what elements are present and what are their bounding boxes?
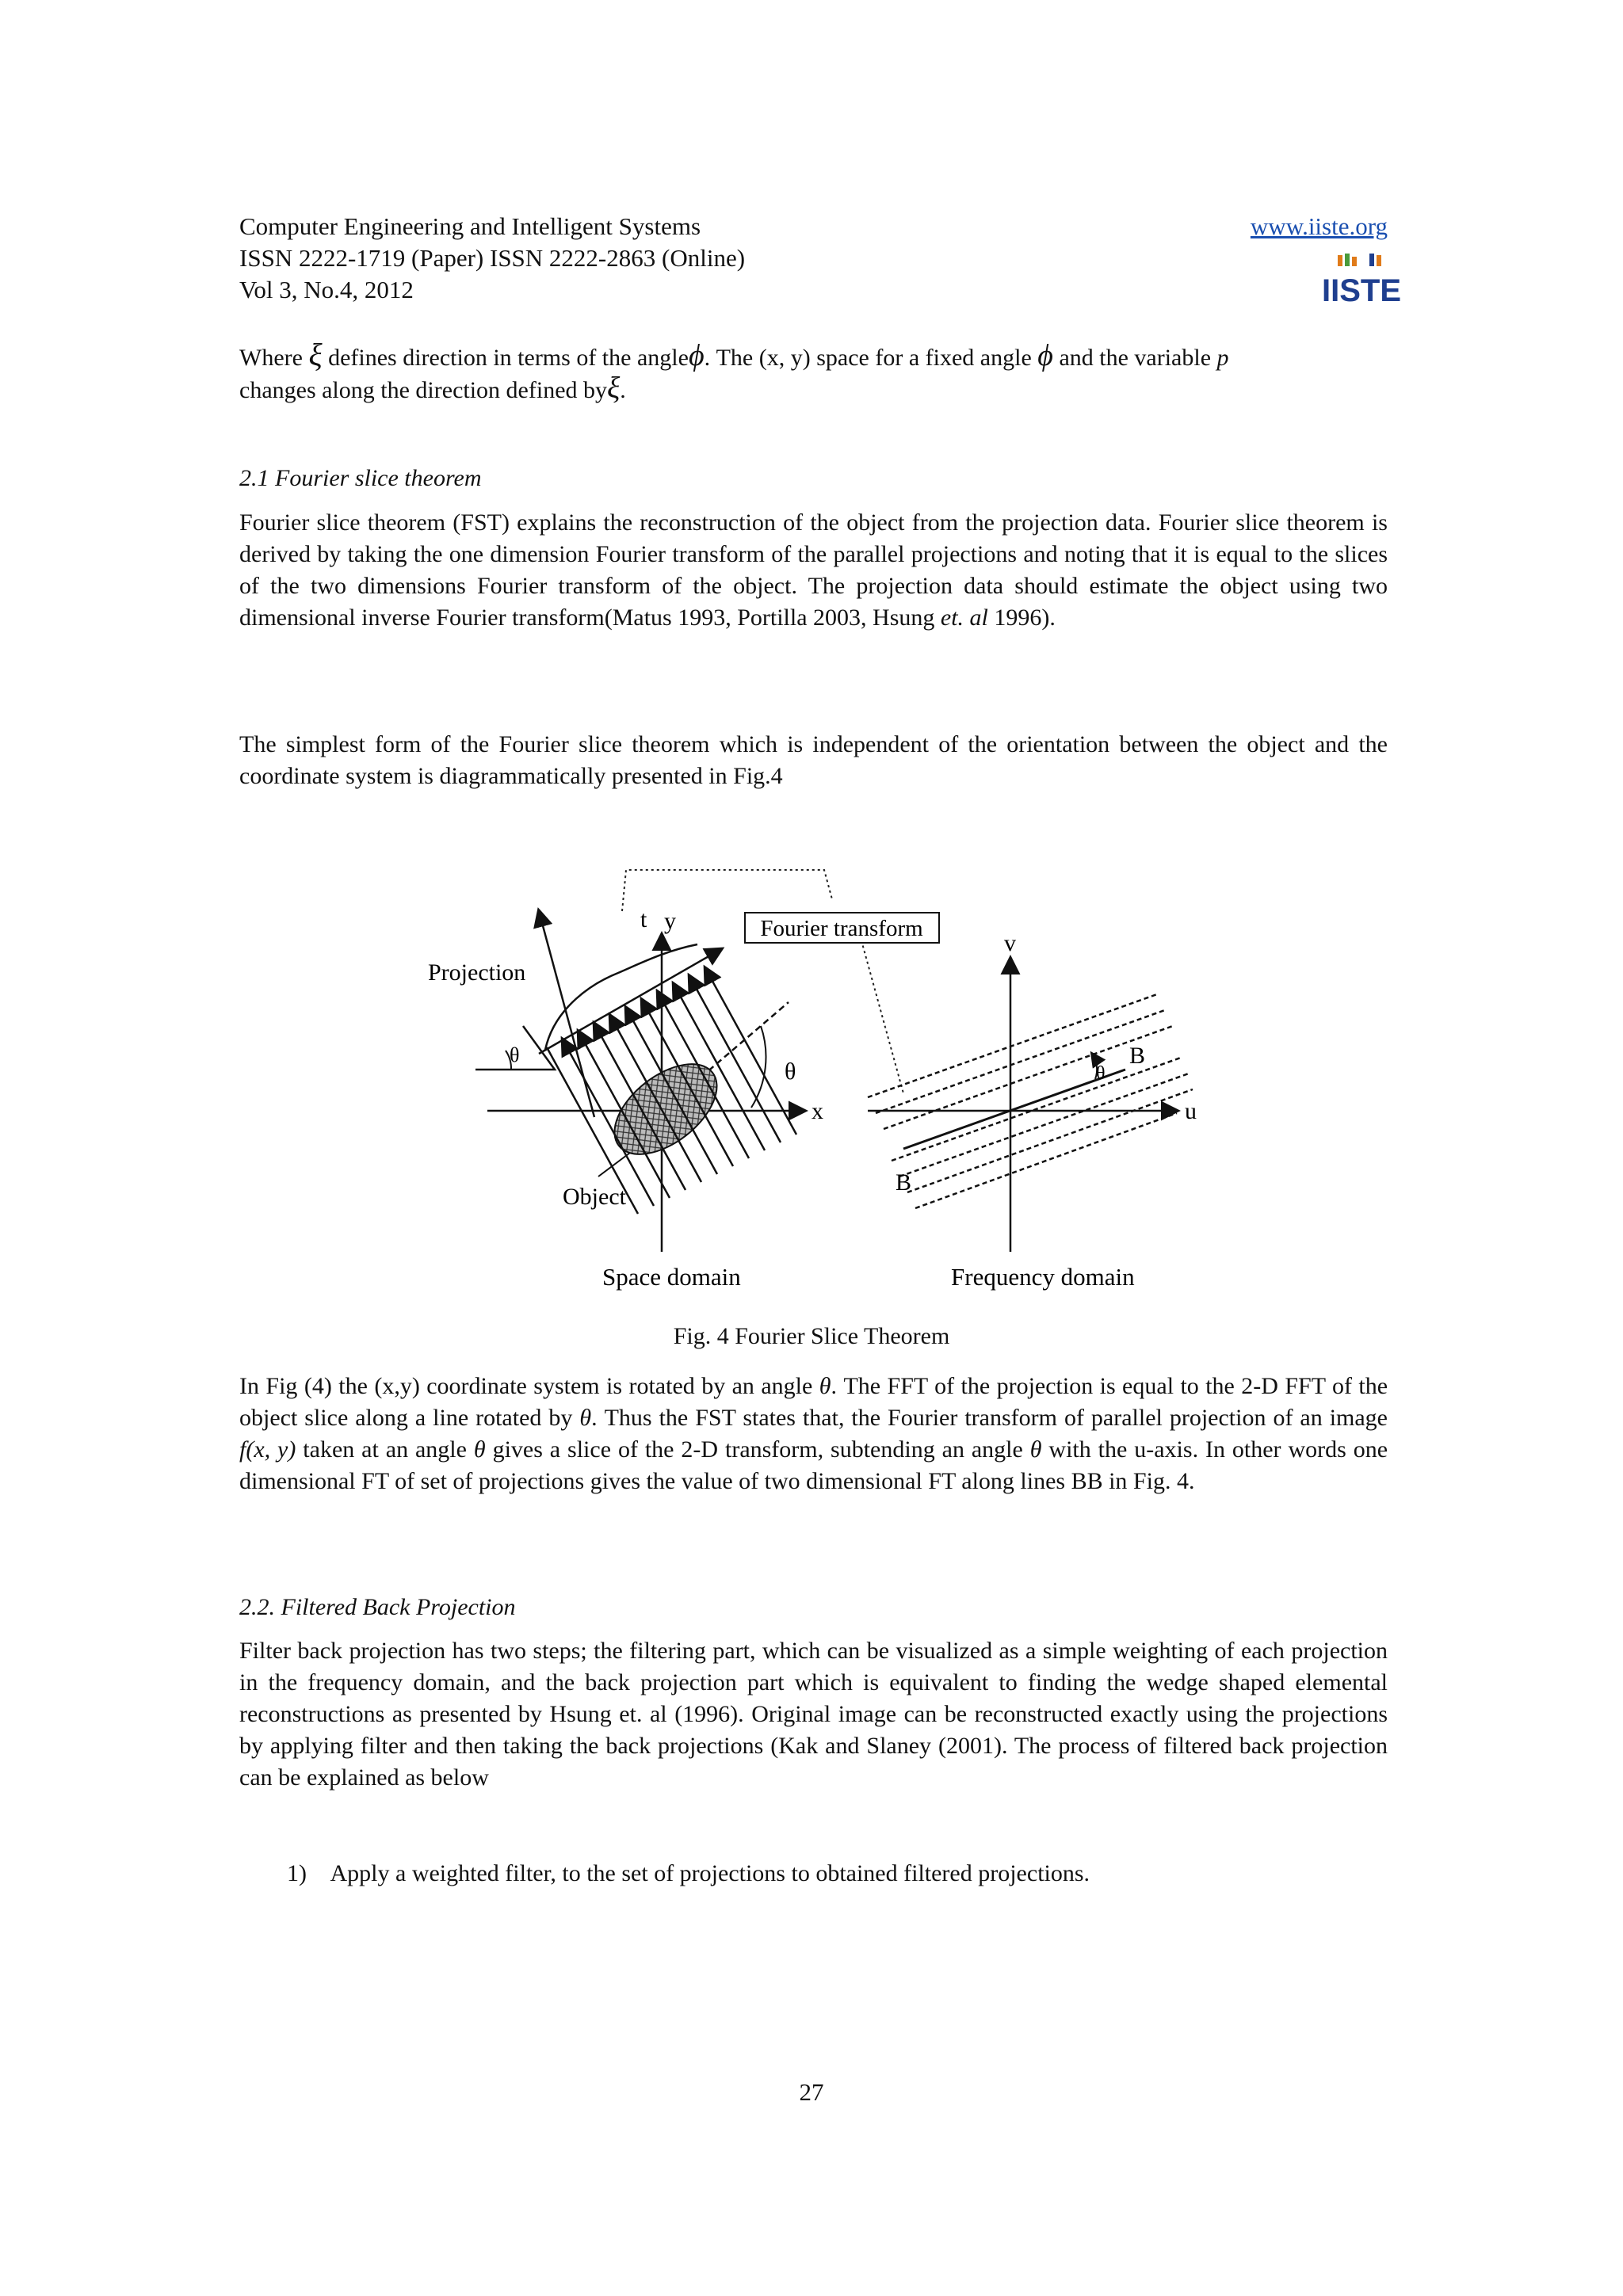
figure-fourier-slice-theorem [428, 856, 1220, 1299]
fourier-transform-label: Fourier transform [760, 916, 923, 941]
b-label-upper: B [1129, 1043, 1146, 1069]
list-text: Apply a weighted filter, to the set of projections to obtained filtered projections. [330, 1860, 1090, 1886]
t-label: t [640, 906, 647, 933]
issn-line: ISSN 2222-1719 (Paper) ISSN 2222-2863 (Online) [239, 244, 746, 272]
volume-line: Vol 3, No.4, 2012 [239, 276, 414, 303]
paragraph-fst: Fourier slice theorem (FST) explains the reconstruction of the object from the projection data. Fourier slice theorem is derived by taking the one dimension Fourier transform of the parallel projections and noting that it is equal to the slices of the two dimensions Fourier transform of the object. The projection data should estimate the object using two dimensional inverse Fourier transform(Matus 1993, Portilla 2003, Hsung et. al 1996). [239, 509, 1388, 631]
frequency-dashed-lines [868, 994, 1193, 1208]
intro-line-1: Where ξ defines direction in terms of the angleϕ. The (x, y) space for a fixed angle ϕ and the variable p [239, 337, 1229, 372]
journal-title: Computer Engineering and Intelligent Systems [239, 212, 701, 240]
iiste-logo [1321, 252, 1402, 308]
section-heading-2-2: 2.2. Filtered Back Projection [239, 1594, 516, 1620]
logo-text: IISTE [1321, 273, 1402, 308]
paragraph-fig4-explanation: In Fig (4) the (x,y) coordinate system is rotated by an angle θ. The FFT of the projection is equal to the 2-D FFT of the object slice along a line rotated by θ. Thus the FST states that, the Fourier transform of parallel projection of an image f(x, y) taken at an angle θ gives a slice of the 2-D transform, subtending an angle θ with the u-axis. In other words one dimensional FT of set of projections gives the value of two dimensional FT along lines BB in Fig. 4. [239, 1373, 1388, 1494]
frequency-domain-label: Frequency domain [951, 1263, 1135, 1291]
figure-caption: Fig. 4 Fourier Slice Theorem [673, 1323, 950, 1349]
page-number: 27 [799, 2078, 824, 2106]
x-label: x [812, 1098, 823, 1124]
website-link[interactable]: www.iiste.org [1250, 212, 1388, 240]
xi-symbol: ξ [308, 337, 323, 372]
list-number: 1) [287, 1860, 307, 1886]
v-label: v [1004, 930, 1016, 956]
u-label: u [1185, 1098, 1197, 1124]
space-domain-label: Space domain [602, 1263, 741, 1291]
theta-label-projection: θ [510, 1043, 520, 1066]
list-item-1 [287, 1858, 1090, 1890]
projection-axis [539, 949, 721, 1054]
paragraph-fbp: Filter back projection has two steps; the filtering part, which can be visualized as a simple weighting of each projection in the frequency domain, and the back projection part which is equivalent to finding the wedge shaped elemental reconstructions as presented by Hsung et. al (1996). Original image can be reconstructed exactly using the projections by applying filter and then taking the back projections (Kak and Slaney (2001). The process of filtered back projection can be explained as below [239, 1638, 1388, 1791]
y-label: y [664, 908, 676, 934]
section-heading-2-1: 2.1 Fourier slice theorem [239, 465, 482, 491]
paragraph-fst-simple: The simplest form of the Fourier slice theorem which is independent of the orientation between the object and the coordinate system is diagrammatically presented in Fig.4 [239, 731, 1388, 789]
projection-label: Projection [428, 959, 526, 986]
phi-symbol: ϕ [1037, 339, 1053, 372]
theta-label-frequency: θ [1096, 1063, 1106, 1084]
dotted-connector [622, 870, 832, 911]
object-label: Object [563, 1184, 626, 1210]
t-axis [539, 911, 594, 1117]
theta-label-space: θ [785, 1058, 796, 1085]
intro-line-2: changes along the direction defined byξ. [239, 372, 626, 405]
b-label-lower: B [896, 1169, 912, 1196]
